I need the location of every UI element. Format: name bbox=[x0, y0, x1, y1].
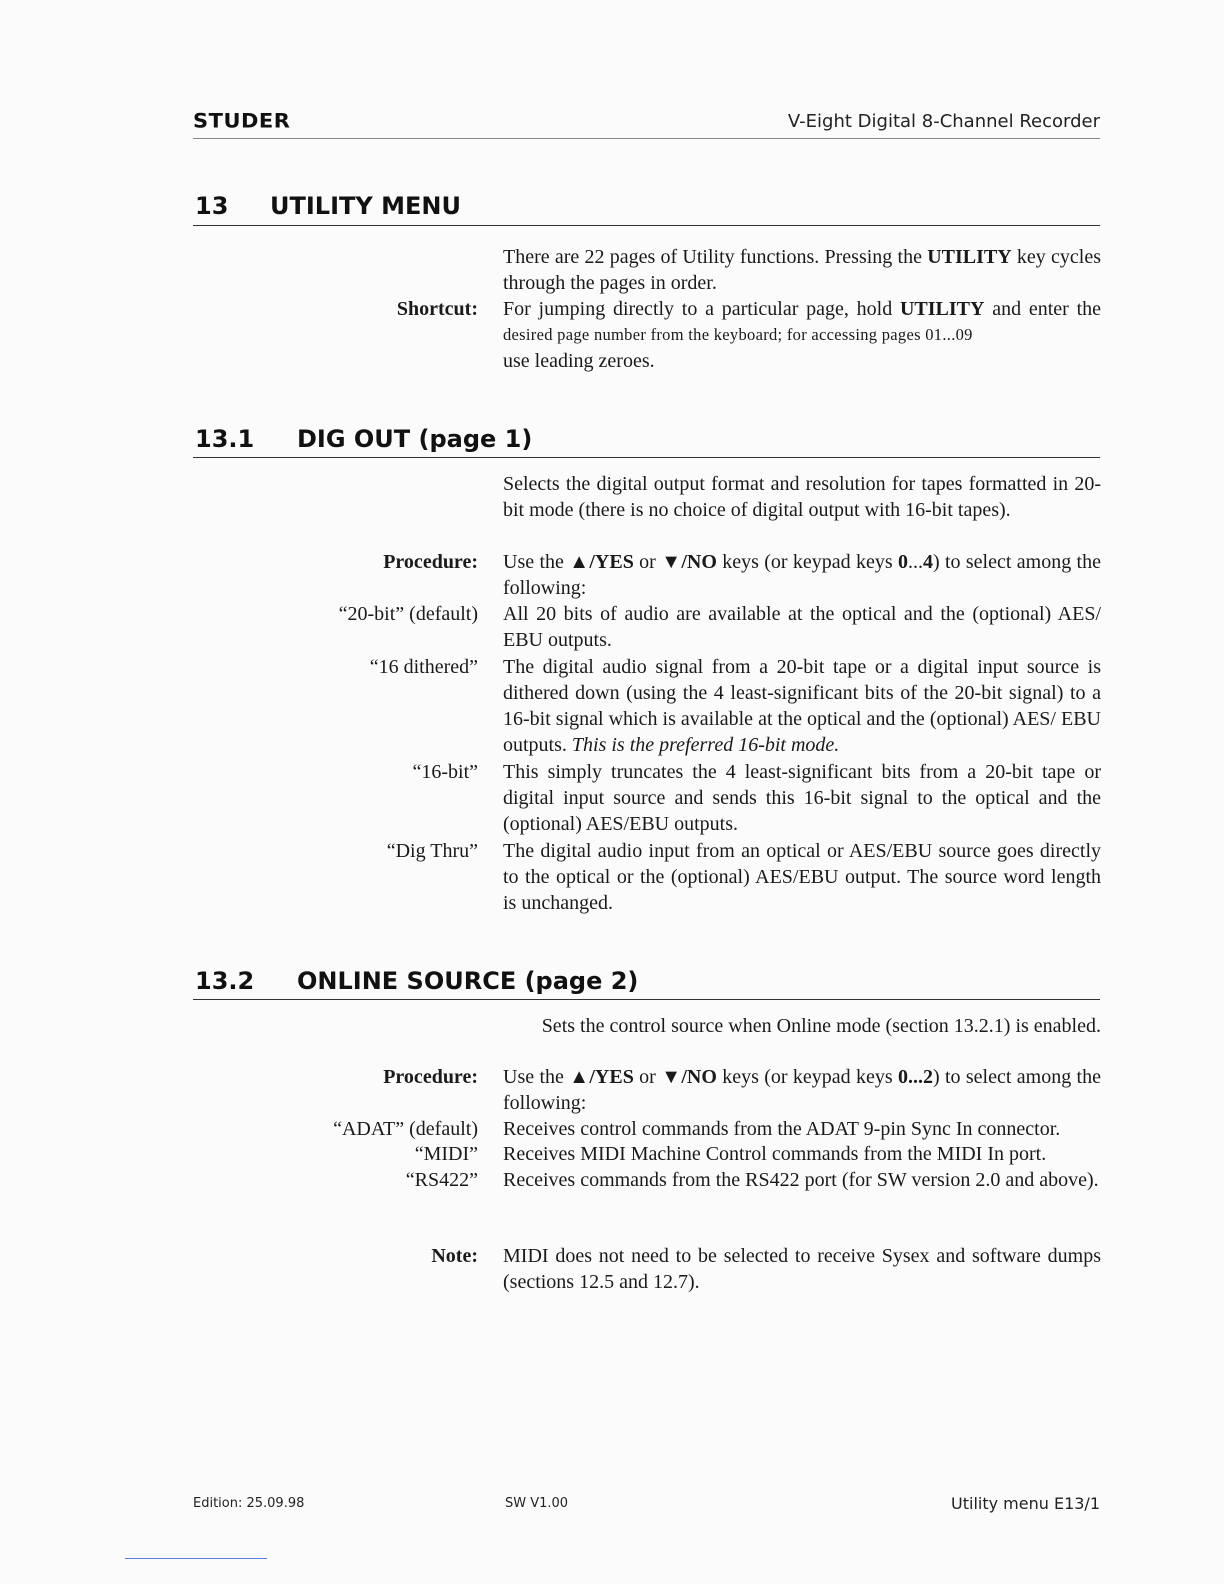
procedure-text: Use the ▲/YES or ▼/NO keys (or keypad keys 0...4) to select among the following: bbox=[503, 551, 1101, 599]
option-text: Receives MIDI Machine Control commands from the MIDI In port. bbox=[503, 1143, 1047, 1165]
option-label: “16 dithered” bbox=[369, 656, 478, 678]
procedure-label: Procedure: bbox=[383, 1066, 478, 1088]
option-label: “Dig Thru” bbox=[386, 840, 478, 862]
document-title: V-Eight Digital 8-Channel Recorder bbox=[787, 111, 1100, 132]
footer-page-ref: Utility menu E13/1 bbox=[951, 1494, 1100, 1513]
note-text: MIDI does not need to be selected to receive Sysex and software dumps (sections 12.5 and 12.7). bbox=[503, 1245, 1101, 1293]
bottom-edge-line bbox=[125, 1558, 267, 1559]
option-text: This simply truncates the 4 least-significant bits from a 20-bit tape or digital input source and sends this 16-bit signal to the optical and the (optional) AES/EBU outputs. bbox=[503, 761, 1101, 835]
option-text: All 20 bits of audio are available at the optical and the (optional) AES/ EBU outputs. bbox=[503, 603, 1101, 651]
section-13-2-title: ONLINE SOURCE (page 2) bbox=[297, 967, 639, 995]
section-13-number: 13 bbox=[195, 192, 229, 220]
header-rule bbox=[193, 138, 1100, 139]
section-13-title: UTILITY MENU bbox=[270, 192, 461, 220]
procedure-label: Procedure: bbox=[383, 551, 478, 573]
section-13-2-number: 13.2 bbox=[195, 967, 255, 995]
shortcut-label: Shortcut: bbox=[396, 298, 478, 320]
section-13-intro: There are 22 pages of Utility functions. Pressing the UTILITY key cycles through the pages in order. bbox=[503, 246, 1101, 294]
option-text: Receives commands from the RS422 port (for SW version 2.0 and above). bbox=[503, 1169, 1099, 1191]
shortcut-text: For jumping directly to a particular page, hold UTILITY and enter the desired page number from the keyboard; for accessing pages 01...09 use leading zeroes. bbox=[503, 298, 1102, 372]
note-label: Note: bbox=[431, 1245, 478, 1267]
option-label: “16-bit” bbox=[412, 761, 478, 783]
footer-edition: Edition: 25.09.98 bbox=[193, 1496, 305, 1511]
section-13-1-number: 13.1 bbox=[195, 425, 255, 453]
section-13-rule bbox=[193, 225, 1100, 226]
option-text: The digital audio signal from a 20-bit tape or a digital input source is dithered down (using the 4 least-significant bits of the 20-bit signal) to a 16-bit signal which is available at the optical and the (optional) AES/ EBU outputs. This is the preferred 16-bit mode. bbox=[503, 656, 1101, 756]
section-13-2-rule bbox=[193, 999, 1100, 1000]
studer-logo: STUDER bbox=[193, 109, 291, 133]
option-label: “20-bit” (default) bbox=[338, 603, 478, 625]
procedure-text: Use the ▲/YES or ▼/NO keys (or keypad keys 0...2) to select among the following: bbox=[503, 1066, 1101, 1114]
section-13-2-intro: Sets the control source when Online mode (section 13.2.1) is enabled. bbox=[541, 1015, 1101, 1037]
section-13-1-intro: Selects the digital output format and resolution for tapes formatted in 20-bit mode (there is no choice of digital output with 16-bit tapes). bbox=[503, 473, 1101, 521]
option-label: “RS422” bbox=[405, 1169, 478, 1191]
option-label: “MIDI” bbox=[414, 1143, 478, 1165]
footer-sw-version: SW V1.00 bbox=[505, 1496, 569, 1511]
option-label: “ADAT” (default) bbox=[333, 1118, 478, 1140]
option-text: The digital audio input from an optical or AES/EBU source goes directly to the optical or the (optional) AES/EBU output. The source word length is unchanged. bbox=[503, 840, 1101, 914]
section-13-1-title: DIG OUT (page 1) bbox=[297, 425, 533, 453]
section-13-1-rule bbox=[193, 457, 1100, 458]
option-text: Receives control commands from the ADAT 9-pin Sync In connector. bbox=[503, 1118, 1061, 1140]
